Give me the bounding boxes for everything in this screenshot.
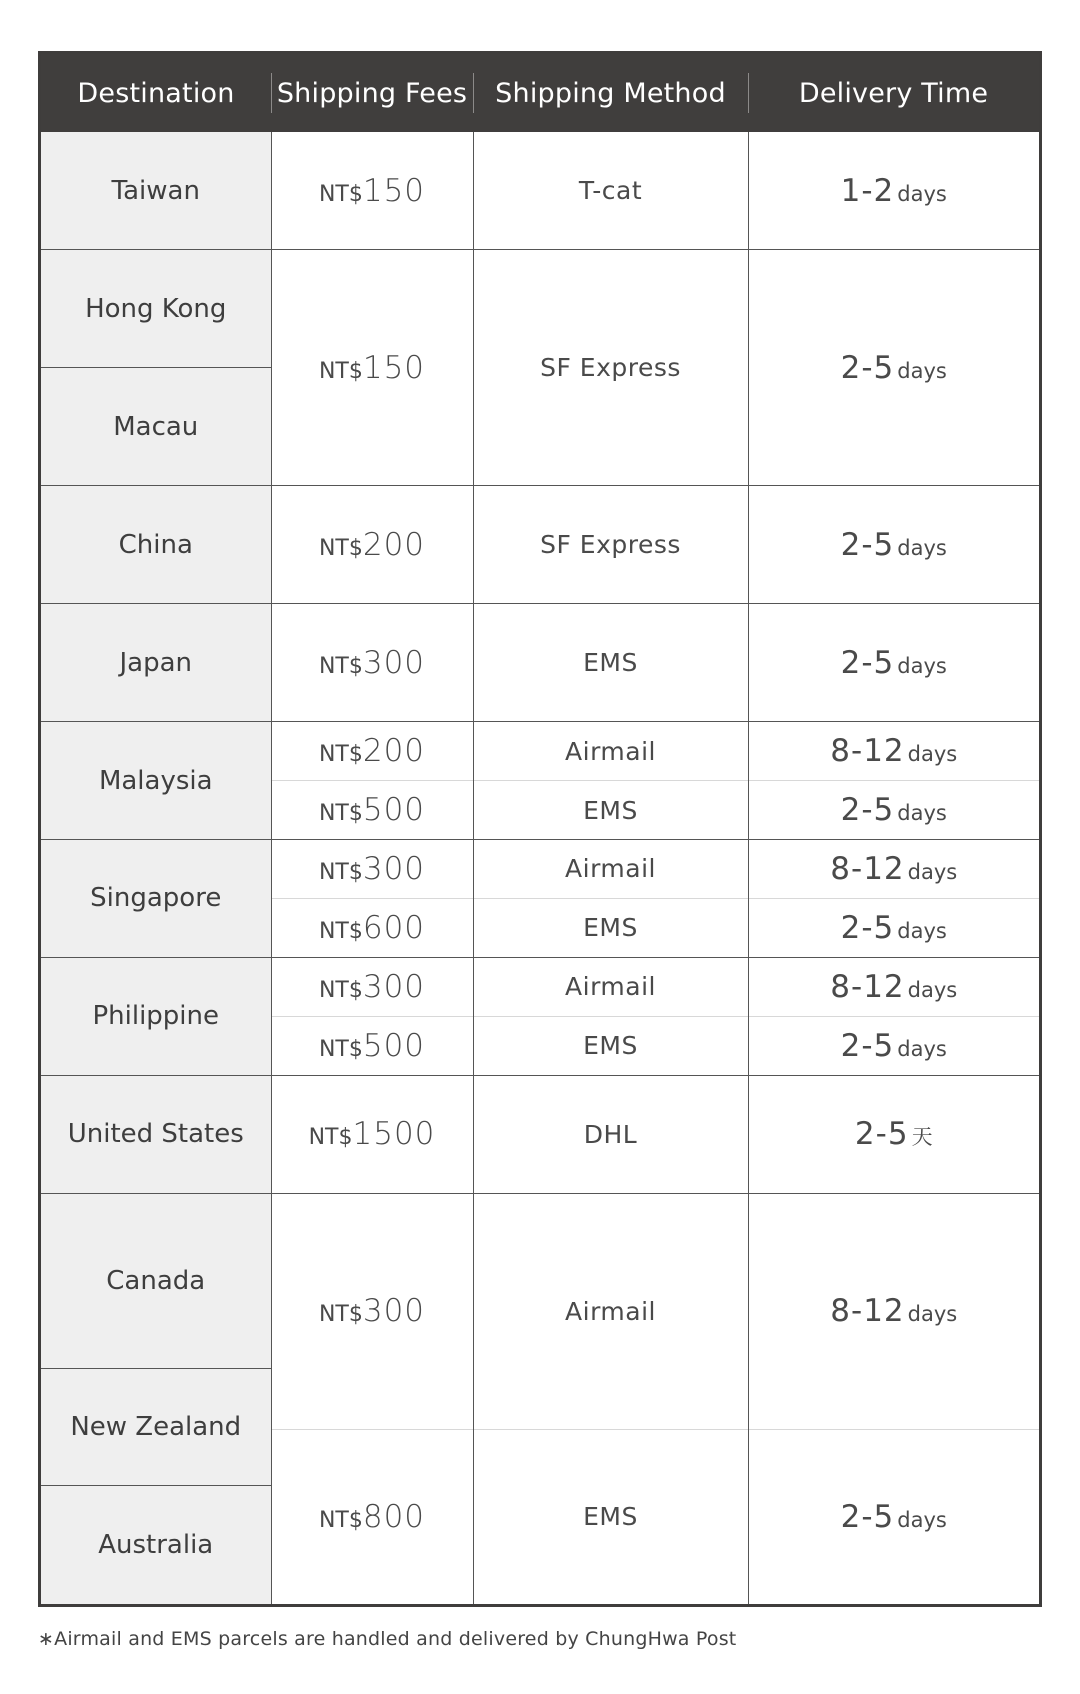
time-unit: days (897, 801, 947, 826)
time-cell (748, 781, 1039, 840)
shipping-table-container (38, 51, 1042, 1607)
destination-cell: Singapore (41, 840, 271, 958)
table-row (41, 840, 1039, 899)
fee-cell (271, 840, 473, 899)
method-cell (473, 840, 748, 899)
table-row (41, 722, 1039, 781)
method-value: Airmail (565, 1296, 656, 1326)
destination-cell: Hong Kong (41, 250, 271, 368)
fee-cell (271, 250, 473, 486)
currency-label: NT$ (318, 358, 363, 384)
method-cell (473, 898, 748, 957)
table-row (41, 486, 1039, 604)
method-cell (473, 1075, 748, 1193)
method-cell (473, 486, 748, 604)
currency-label: NT$ (318, 1507, 363, 1533)
method-value: EMS (583, 648, 638, 678)
method-value: Airmail (565, 854, 656, 884)
time-cell (748, 486, 1039, 604)
table-row (41, 1075, 1039, 1193)
time-value: 2-5 (840, 526, 895, 563)
fee-cell (271, 898, 473, 957)
method-cell (473, 132, 748, 250)
time-unit: days (897, 1036, 947, 1061)
time-value: 2-5 (840, 792, 895, 829)
method-value: SF Express (540, 353, 681, 383)
fee-value: 200 (362, 526, 426, 563)
time-value: 8-12 (830, 850, 905, 887)
method-value: T-cat (578, 176, 643, 206)
fee-value: 1500 (352, 1116, 436, 1153)
currency-label: NT$ (318, 1036, 363, 1062)
time-cell (748, 722, 1039, 781)
time-value: 2-5 (840, 909, 895, 946)
destination-cell: Philippine (41, 957, 271, 1075)
fee-value: 500 (362, 792, 426, 829)
method-value: DHL (583, 1119, 638, 1149)
method-cell (473, 604, 748, 722)
destination-cell: Taiwan (41, 132, 271, 250)
fee-value: 150 (362, 349, 426, 386)
destination-cell: Macau (41, 368, 271, 486)
time-value: 8-12 (830, 968, 905, 1005)
time-unit: days (897, 918, 947, 943)
method-value: EMS (583, 1031, 638, 1061)
fee-cell (271, 781, 473, 840)
fee-cell (271, 957, 473, 1016)
currency-label: NT$ (318, 535, 363, 561)
destination-cell: New Zealand (41, 1368, 271, 1486)
footnote: ∗Airmail and EMS parcels are handled and delivered by ChungHwa Post (38, 1628, 737, 1650)
table-row (41, 957, 1039, 1016)
time-value: 2-5 (840, 1498, 895, 1535)
time-unit: days (897, 653, 947, 678)
time-unit: 天 (911, 1125, 933, 1150)
method-value: EMS (583, 1502, 638, 1532)
time-unit: days (897, 535, 947, 560)
fee-value: 600 (362, 909, 426, 946)
currency-label: NT$ (318, 918, 363, 944)
table-row (41, 604, 1039, 722)
fee-cell (271, 486, 473, 604)
fee-value: 200 (362, 733, 426, 770)
table-row (41, 132, 1039, 250)
header-delivery-time: Delivery Time (748, 54, 1039, 132)
method-cell (473, 957, 748, 1016)
time-value: 8-12 (830, 733, 905, 770)
time-cell (748, 1193, 1039, 1429)
method-cell (473, 250, 748, 486)
table-row (41, 250, 1039, 368)
time-cell (748, 957, 1039, 1016)
method-cell (473, 1016, 748, 1075)
time-cell (748, 1429, 1039, 1604)
method-cell (473, 1193, 748, 1429)
destination-cell: United States (41, 1075, 271, 1193)
fee-cell (271, 1429, 473, 1604)
destination-cell: China (41, 486, 271, 604)
header-shipping-fees: Shipping Fees (271, 54, 473, 132)
time-cell (748, 1016, 1039, 1075)
shipping-table (41, 54, 1039, 1604)
fee-value: 300 (362, 850, 426, 887)
currency-label: NT$ (318, 801, 363, 827)
currency-label: NT$ (308, 1125, 353, 1151)
time-unit: days (907, 859, 958, 884)
time-value: 8-12 (830, 1293, 905, 1330)
fee-cell (271, 1016, 473, 1075)
header-shipping-method: Shipping Method (473, 54, 748, 132)
table-row (41, 1193, 1039, 1311)
time-cell (748, 250, 1039, 486)
method-value: EMS (583, 795, 638, 825)
time-unit: days (907, 742, 958, 767)
fee-cell (271, 1075, 473, 1193)
fee-value: 150 (362, 172, 426, 209)
time-cell (748, 840, 1039, 899)
time-cell (748, 898, 1039, 957)
time-cell (748, 604, 1039, 722)
fee-value: 500 (362, 1027, 426, 1064)
time-unit: days (897, 358, 947, 383)
destination-cell: Japan (41, 604, 271, 722)
fee-value: 800 (362, 1498, 426, 1535)
time-value: 2-5 (840, 644, 895, 681)
fee-value: 300 (362, 968, 426, 1005)
time-cell (748, 132, 1039, 250)
currency-label: NT$ (318, 181, 363, 207)
currency-label: NT$ (318, 742, 363, 768)
method-value: Airmail (565, 972, 656, 1002)
method-cell (473, 722, 748, 781)
time-unit: days (897, 1507, 947, 1532)
destination-cell: Australia (41, 1486, 271, 1604)
fee-value: 300 (362, 644, 426, 681)
fee-cell (271, 722, 473, 781)
time-unit: days (907, 1302, 958, 1327)
destination-cell: Canada (41, 1193, 271, 1368)
fee-value: 300 (362, 1293, 426, 1330)
currency-label: NT$ (318, 653, 363, 679)
time-cell (748, 1075, 1039, 1193)
destination-cell: Malaysia (41, 722, 271, 840)
currency-label: NT$ (318, 977, 363, 1003)
time-value: 2-5 (854, 1116, 909, 1153)
fee-cell (271, 132, 473, 250)
fee-cell (271, 1193, 473, 1429)
time-value: 2-5 (840, 1027, 895, 1064)
method-cell (473, 781, 748, 840)
table-header-row (41, 54, 1039, 132)
time-value: 2-5 (840, 349, 895, 386)
method-value: Airmail (565, 736, 656, 766)
currency-label: NT$ (318, 859, 363, 885)
time-value: 1-2 (840, 172, 895, 209)
time-unit: days (907, 977, 958, 1002)
method-value: SF Express (540, 530, 681, 560)
method-cell (473, 1429, 748, 1604)
method-value: EMS (583, 913, 638, 943)
fee-cell (271, 604, 473, 722)
currency-label: NT$ (318, 1302, 363, 1328)
header-destination: Destination (41, 54, 271, 132)
time-unit: days (897, 181, 947, 206)
